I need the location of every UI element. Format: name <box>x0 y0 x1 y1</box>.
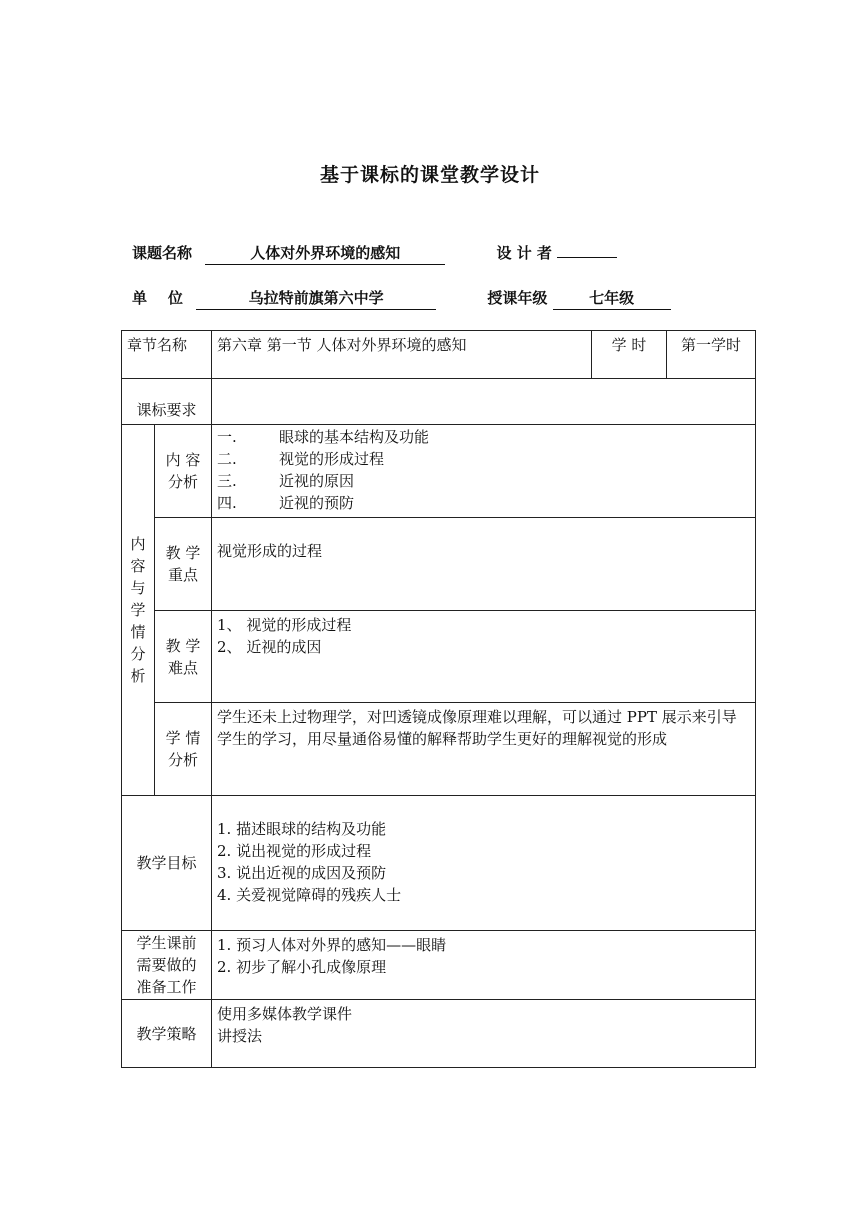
list-item: 2. 说出视觉的形成过程 <box>217 842 372 860</box>
prep-list <box>212 931 756 1000</box>
item-number: 三. <box>217 472 237 490</box>
prep-label-line: 准备工作 <box>136 978 197 996</box>
list-item <box>217 426 750 448</box>
topic-label: 课题名称 <box>132 244 193 262</box>
difficulty-list <box>212 611 756 703</box>
row-difficulty <box>122 611 756 703</box>
goals-label: 教学目标 <box>122 796 212 931</box>
key-value: 视觉形成的过程 <box>212 518 756 611</box>
list-item: 4. 关爱视觉障碍的残疾人士 <box>217 886 402 904</box>
key-label-line: 重点 <box>168 566 199 584</box>
analysis-char: 内 <box>130 535 146 553</box>
prep-label-line: 学生课前 <box>136 934 197 952</box>
designer-label: 设 计 者 <box>496 244 552 262</box>
content-label-line: 内 容 <box>165 451 201 469</box>
item-text: 近视的原因 <box>279 472 355 490</box>
list-item <box>217 470 750 492</box>
item-number: 一. <box>217 428 237 446</box>
list-item: 1、 视觉的形成过程 <box>217 616 352 634</box>
list-item <box>217 492 750 514</box>
row-strategy <box>122 1000 756 1068</box>
item-number: 二. <box>217 450 237 468</box>
unit-value: 乌拉特前旗第六中学 <box>196 287 436 310</box>
list-item: 2、 近视的成因 <box>217 638 322 656</box>
row-preparation <box>122 931 756 1000</box>
analysis-char: 析 <box>130 667 146 685</box>
goals-list <box>212 796 756 931</box>
row-goals <box>122 796 756 931</box>
unit-label: 单 位 <box>132 289 183 307</box>
chapter-label: 章节名称 <box>122 331 212 379</box>
row-student-analysis <box>122 703 756 796</box>
analysis-char: 分 <box>130 645 146 663</box>
difficulty-label-line: 难点 <box>168 658 199 677</box>
document-title: 基于课标的课堂教学设计 <box>319 164 540 186</box>
row-content-analysis <box>122 425 756 518</box>
content-label <box>155 425 212 518</box>
item-text: 眼球的基本结构及功能 <box>279 428 430 446</box>
meta-row-unit <box>132 287 671 310</box>
chapter-value: 第六章 第一节 人体对外界环境的感知 <box>212 331 592 379</box>
row-chapter <box>122 331 756 379</box>
strategy-label: 教学策略 <box>122 1000 212 1068</box>
list-item: 1. 预习人体对外界的感知——眼睛 <box>217 936 447 954</box>
item-text: 视觉的形成过程 <box>279 450 385 468</box>
analysis-char: 学 <box>130 601 146 619</box>
lesson-plan-table <box>121 330 756 1068</box>
list-item: 3. 说出近视的成因及预防 <box>217 864 387 882</box>
analysis-char: 容 <box>130 557 146 575</box>
standard-value <box>212 379 756 425</box>
student-value: 学生还未上过物理学，对凹透镜成像原理难以理解，可以通过 PPT 展示来引导学生的学习，用尽量通俗易懂的解释帮助学生更好的理解视觉的形成 <box>212 703 756 796</box>
item-text: 近视的预防 <box>279 494 355 512</box>
student-label-line: 分析 <box>168 751 199 769</box>
list-item: 1. 描述眼球的结构及功能 <box>217 820 387 838</box>
key-label-line: 教 学 <box>165 544 201 562</box>
meta-row-topic <box>132 242 617 265</box>
grade-value: 七年级 <box>553 287 671 310</box>
key-label <box>155 518 212 611</box>
designer-value <box>557 256 617 258</box>
student-label <box>155 703 212 796</box>
content-label-line: 分析 <box>168 473 199 491</box>
difficulty-label <box>155 611 212 703</box>
prep-label-line: 需要做的 <box>136 956 197 974</box>
list-item: 使用多媒体教学课件 <box>217 1005 353 1023</box>
content-list <box>212 425 756 518</box>
row-key-point <box>122 518 756 611</box>
list-item: 讲授法 <box>217 1027 263 1045</box>
analysis-char: 与 <box>130 579 146 597</box>
prep-label <box>122 931 212 1000</box>
student-label-line: 学 情 <box>165 729 201 747</box>
difficulty-label-line: 教 学 <box>165 636 201 655</box>
hours-label: 学 时 <box>592 331 667 379</box>
grade-label: 授课年级 <box>487 289 548 307</box>
hours-value: 第一学时 <box>667 331 756 379</box>
item-number: 四. <box>217 494 237 512</box>
list-item <box>217 448 750 470</box>
analysis-group-label <box>122 425 155 796</box>
row-standard <box>122 379 756 425</box>
topic-value: 人体对外界环境的感知 <box>205 242 445 265</box>
strategy-list <box>212 1000 756 1068</box>
standard-label: 课标要求 <box>122 379 212 425</box>
list-item: 2. 初步了解小孔成像原理 <box>217 958 387 976</box>
analysis-char: 情 <box>130 623 146 641</box>
